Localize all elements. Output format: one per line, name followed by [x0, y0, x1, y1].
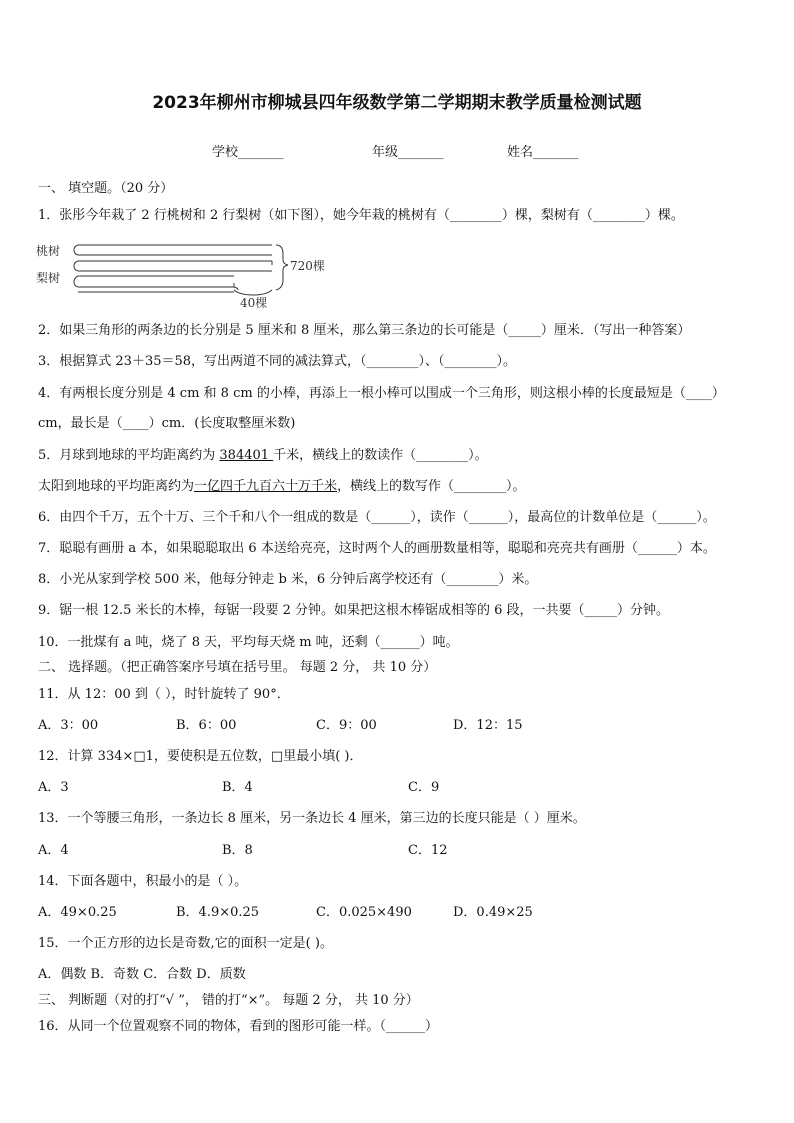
q13-option-b: B．8	[222, 843, 253, 858]
section-3-heading: 三、 判断题（对的打“√ ”， 错的打“×”。 每题 2 分， 共 10 分）	[38, 993, 419, 1008]
question-9: 9．锯一根 12.5 米长的木棒，每锯一段要 2 分钟。如果把这根木棒锯成相等的 6 段，一共要（_____）分钟。	[38, 603, 670, 618]
q5b-suffix: ，横线上的数写作（________）。	[337, 479, 526, 494]
q11-option-a: A．3：00	[38, 718, 99, 733]
q12-option-b: B．4	[222, 780, 253, 795]
question-6: 6．由四个千万，五个十万、三个千和八个一组成的数是（______），读作（______），最高位的计数单位是（______）。	[38, 510, 716, 525]
question-14: 14．下面各题中，积最小的是（ ）。	[38, 874, 248, 889]
question-10: 10．一批煤有 a 吨，烧了 8 天，平均每天烧 m 吨，还剩（______）吨。	[38, 635, 459, 650]
q11-option-d: D．12：15	[453, 718, 523, 733]
diff-label: 40棵	[240, 296, 268, 310]
total-label: 720棵	[290, 259, 325, 273]
question-3: 3．根据算式 23＋35＝58，写出两道不同的减法算式，（________）、（________）。	[38, 354, 517, 369]
question-16: 16．从同一个位置观察不同的物体，看到的图形可能一样。（______）	[38, 1019, 439, 1034]
question-5-line-2	[38, 478, 526, 496]
question-12: 12．计算 334×□1，要使积是五位数，□里最小填( )．	[38, 749, 363, 764]
question-7: 7．聪聪有画册 a 本，如果聪聪取出 6 本送给亮亮，这时两个人的画册数量相等，聪聪和亮亮共有画册（______）本。	[38, 541, 716, 556]
q15-options: A．偶数 B．奇数 C．合数 D．质数	[38, 967, 246, 982]
page-title: 2023年柳州市柳城县四年级数学第二学期期末教学质量检测试题	[152, 93, 642, 113]
q12-option-c: C．9	[408, 780, 440, 795]
q5-prefix: 5．月球到地球的平均距离约为	[38, 448, 220, 463]
question-8: 8．小光从家到学校 500 米，他每分钟走 b 米，6 分钟后离学校还有（________）米。	[38, 572, 538, 587]
q12-option-a: A．3	[38, 780, 69, 795]
q14-option-c: C．0.025×490	[316, 905, 412, 920]
tree-diagram	[36, 240, 336, 310]
grade-field: 年级_______	[372, 145, 444, 160]
question-11: 11．从 12：00 到（ ），时针旋转了 90°．	[38, 687, 290, 702]
q5-suffix: 千米，横线上的数读作（________）。	[273, 448, 488, 463]
question-15: 15．一个正方形的边长是奇数,它的面积一定是( )。	[38, 936, 333, 951]
q14-option-d: D．0.49×25	[453, 905, 533, 920]
q13-option-c: C．12	[408, 843, 448, 858]
name-field: 姓名_______	[507, 145, 579, 160]
q5b-underlined-words: 一亿四千九百六十万千米	[194, 479, 338, 494]
question-4-line-2: cm，最长是（____）cm．(长度取整厘米数)	[38, 416, 296, 431]
peach-label: 桃树	[36, 244, 61, 258]
section-1-heading: 一、 填空题。（20 分）	[38, 181, 174, 196]
q5-underlined-number: 384401	[219, 448, 274, 463]
question-2: 2．如果三角形的两条边的长分别是 5 厘米和 8 厘米，那么第三条边的长可能是（_____）厘米．（写出一种答案）	[38, 323, 691, 338]
q11-option-b: B．6：00	[176, 718, 237, 733]
q14-option-b: B．4.9×0.25	[176, 905, 260, 920]
q5b-prefix: 太阳到地球的平均距离约为	[38, 479, 195, 494]
question-5-line-1	[38, 447, 488, 465]
q14-option-a: A．49×0.25	[38, 905, 117, 920]
question-1: 1．张彤今年栽了 2 行桃树和 2 行梨树（如下图），她今年栽的桃树有（________）棵，梨树有（________）棵。	[38, 208, 684, 223]
q13-option-a: A．4	[38, 843, 69, 858]
q11-option-c: C．9：00	[316, 718, 377, 733]
question-4-line-1: 4．有两根长度分别是 4 cm 和 8 cm 的小棒，再添上一根小棒可以围成一个三角形，则这根小棒的长度最短是（____）	[38, 386, 725, 401]
school-field: 学校_______	[212, 145, 284, 160]
pear-label: 梨树	[36, 271, 61, 285]
question-13: 13．一个等腰三角形，一条边长 8 厘米，另一条边长 4 厘米，第三边的长度只能是（ ）厘米。	[38, 811, 586, 826]
section-2-heading: 二、 选择题。（把正确答案序号填在括号里。 每题 2 分， 共 10 分）	[38, 660, 437, 675]
